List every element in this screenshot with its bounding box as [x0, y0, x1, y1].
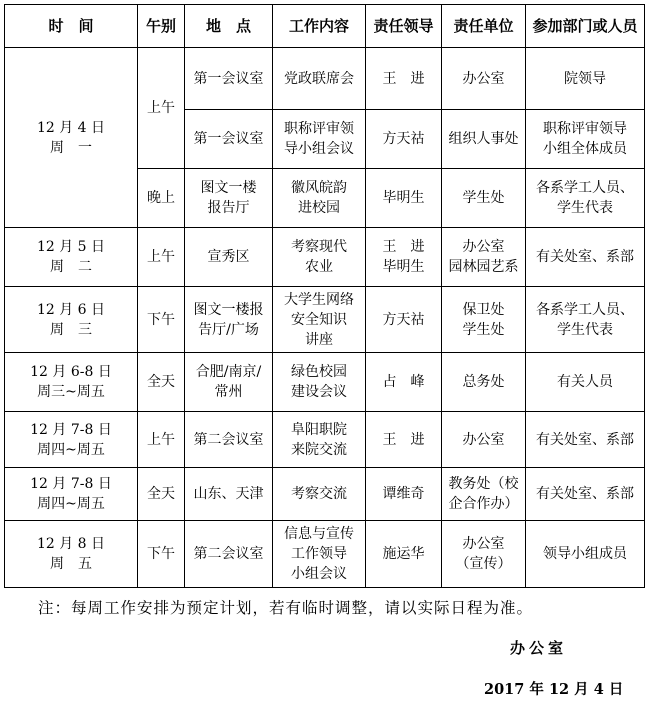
unit-cell: 办公室 园林园艺系 — [442, 228, 526, 287]
issuing-office: 办公室 — [510, 639, 568, 657]
period-cell: 晚上 — [138, 169, 185, 228]
unit-cell: 组织人事处 — [442, 110, 526, 169]
place-cell: 宣秀区 — [185, 228, 273, 287]
header-time: 时 间 — [5, 5, 138, 48]
unit-cell: 教务处（校 企合作办） — [442, 468, 526, 521]
table-row — [5, 412, 645, 468]
content-cell: 职称评审领 导小组会议 — [273, 110, 366, 169]
unit-cell: 总务处 — [442, 353, 526, 412]
unit-cell: 办公室 — [442, 412, 526, 468]
participants-cell: 有关处室、系部 — [526, 468, 645, 521]
date-cell: 12 月 7-8 日 周四~周五 — [5, 412, 138, 468]
date-cell: 12 月 6-8 日 周三~周五 — [5, 353, 138, 412]
content-cell: 信息与宣传 工作领导 小组会议 — [273, 521, 366, 588]
date-cell: 12 月 4 日 周 一 — [5, 48, 138, 228]
period-cell: 下午 — [138, 287, 185, 353]
place-cell: 山东、天津 — [185, 468, 273, 521]
leader-cell: 谭维奇 — [366, 468, 442, 521]
content-cell: 考察交流 — [273, 468, 366, 521]
participants-cell: 有关处室、系部 — [526, 412, 645, 468]
content-cell: 阜阳职院 来院交流 — [273, 412, 366, 468]
header-place: 地 点 — [185, 5, 273, 48]
unit-cell: 办公室 — [442, 48, 526, 110]
period-cell: 全天 — [138, 353, 185, 412]
place-cell: 图文一楼 报告厅 — [185, 169, 273, 228]
unit-cell: 办公室 （宣传） — [442, 521, 526, 588]
date-cell: 12 月 5 日 周 二 — [5, 228, 138, 287]
footnote: 注：每周工作安排为预定计划，若有临时调整，请以实际日程为准。 — [38, 599, 534, 617]
place-cell: 第二会议室 — [185, 521, 273, 588]
place-cell: 第一会议室 — [185, 48, 273, 110]
leader-cell: 毕明生 — [366, 169, 442, 228]
participants-cell: 有关处室、系部 — [526, 228, 645, 287]
header-leader: 责任领导 — [366, 5, 442, 48]
content-cell: 考察现代 农业 — [273, 228, 366, 287]
period-cell: 全天 — [138, 468, 185, 521]
participants-cell: 有关人员 — [526, 353, 645, 412]
unit-cell: 保卫处 学生处 — [442, 287, 526, 353]
period-cell: 下午 — [138, 521, 185, 588]
table-row — [5, 287, 645, 353]
header-period: 午别 — [138, 5, 185, 48]
schedule-table — [4, 4, 645, 588]
issue-date: 2017 年 12 月 4 日 — [484, 681, 624, 698]
unit-cell: 学生处 — [442, 169, 526, 228]
leader-cell: 王 进 毕明生 — [366, 228, 442, 287]
table-row — [5, 521, 645, 588]
period-cell: 上午 — [138, 228, 185, 287]
period-cell: 上午 — [138, 412, 185, 468]
participants-cell: 院领导 — [526, 48, 645, 110]
content-cell: 党政联席会 — [273, 48, 366, 110]
date-cell: 12 月 6 日 周 三 — [5, 287, 138, 353]
leader-cell: 王 进 — [366, 48, 442, 110]
table-row — [5, 353, 645, 412]
header-content: 工作内容 — [273, 5, 366, 48]
content-cell: 徽风皖韵 进校园 — [273, 169, 366, 228]
date-cell: 12 月 8 日 周 五 — [5, 521, 138, 588]
content-cell: 大学生网络 安全知识 讲座 — [273, 287, 366, 353]
header-unit: 责任单位 — [442, 5, 526, 48]
participants-cell: 各系学工人员、 学生代表 — [526, 169, 645, 228]
leader-cell: 施运华 — [366, 521, 442, 588]
place-cell: 第二会议室 — [185, 412, 273, 468]
header-participants: 参加部门或人员 — [526, 5, 645, 48]
place-cell: 图文一楼报 告厅/广场 — [185, 287, 273, 353]
place-cell: 第一会议室 — [185, 110, 273, 169]
content-cell: 绿色校园 建设会议 — [273, 353, 366, 412]
participants-cell: 职称评审领导 小组全体成员 — [526, 110, 645, 169]
leader-cell: 王 进 — [366, 412, 442, 468]
participants-cell: 领导小组成员 — [526, 521, 645, 588]
leader-cell: 方天祜 — [366, 110, 442, 169]
table-row — [5, 48, 645, 110]
participants-cell: 各系学工人员、 学生代表 — [526, 287, 645, 353]
place-cell: 合肥/南京/ 常州 — [185, 353, 273, 412]
leader-cell: 方天祜 — [366, 287, 442, 353]
table-header-row — [5, 5, 645, 48]
table-row — [5, 468, 645, 521]
period-cell: 上午 — [138, 48, 185, 169]
table-row — [5, 228, 645, 287]
leader-cell: 占 峰 — [366, 353, 442, 412]
date-cell: 12 月 7-8 日 周四~周五 — [5, 468, 138, 521]
